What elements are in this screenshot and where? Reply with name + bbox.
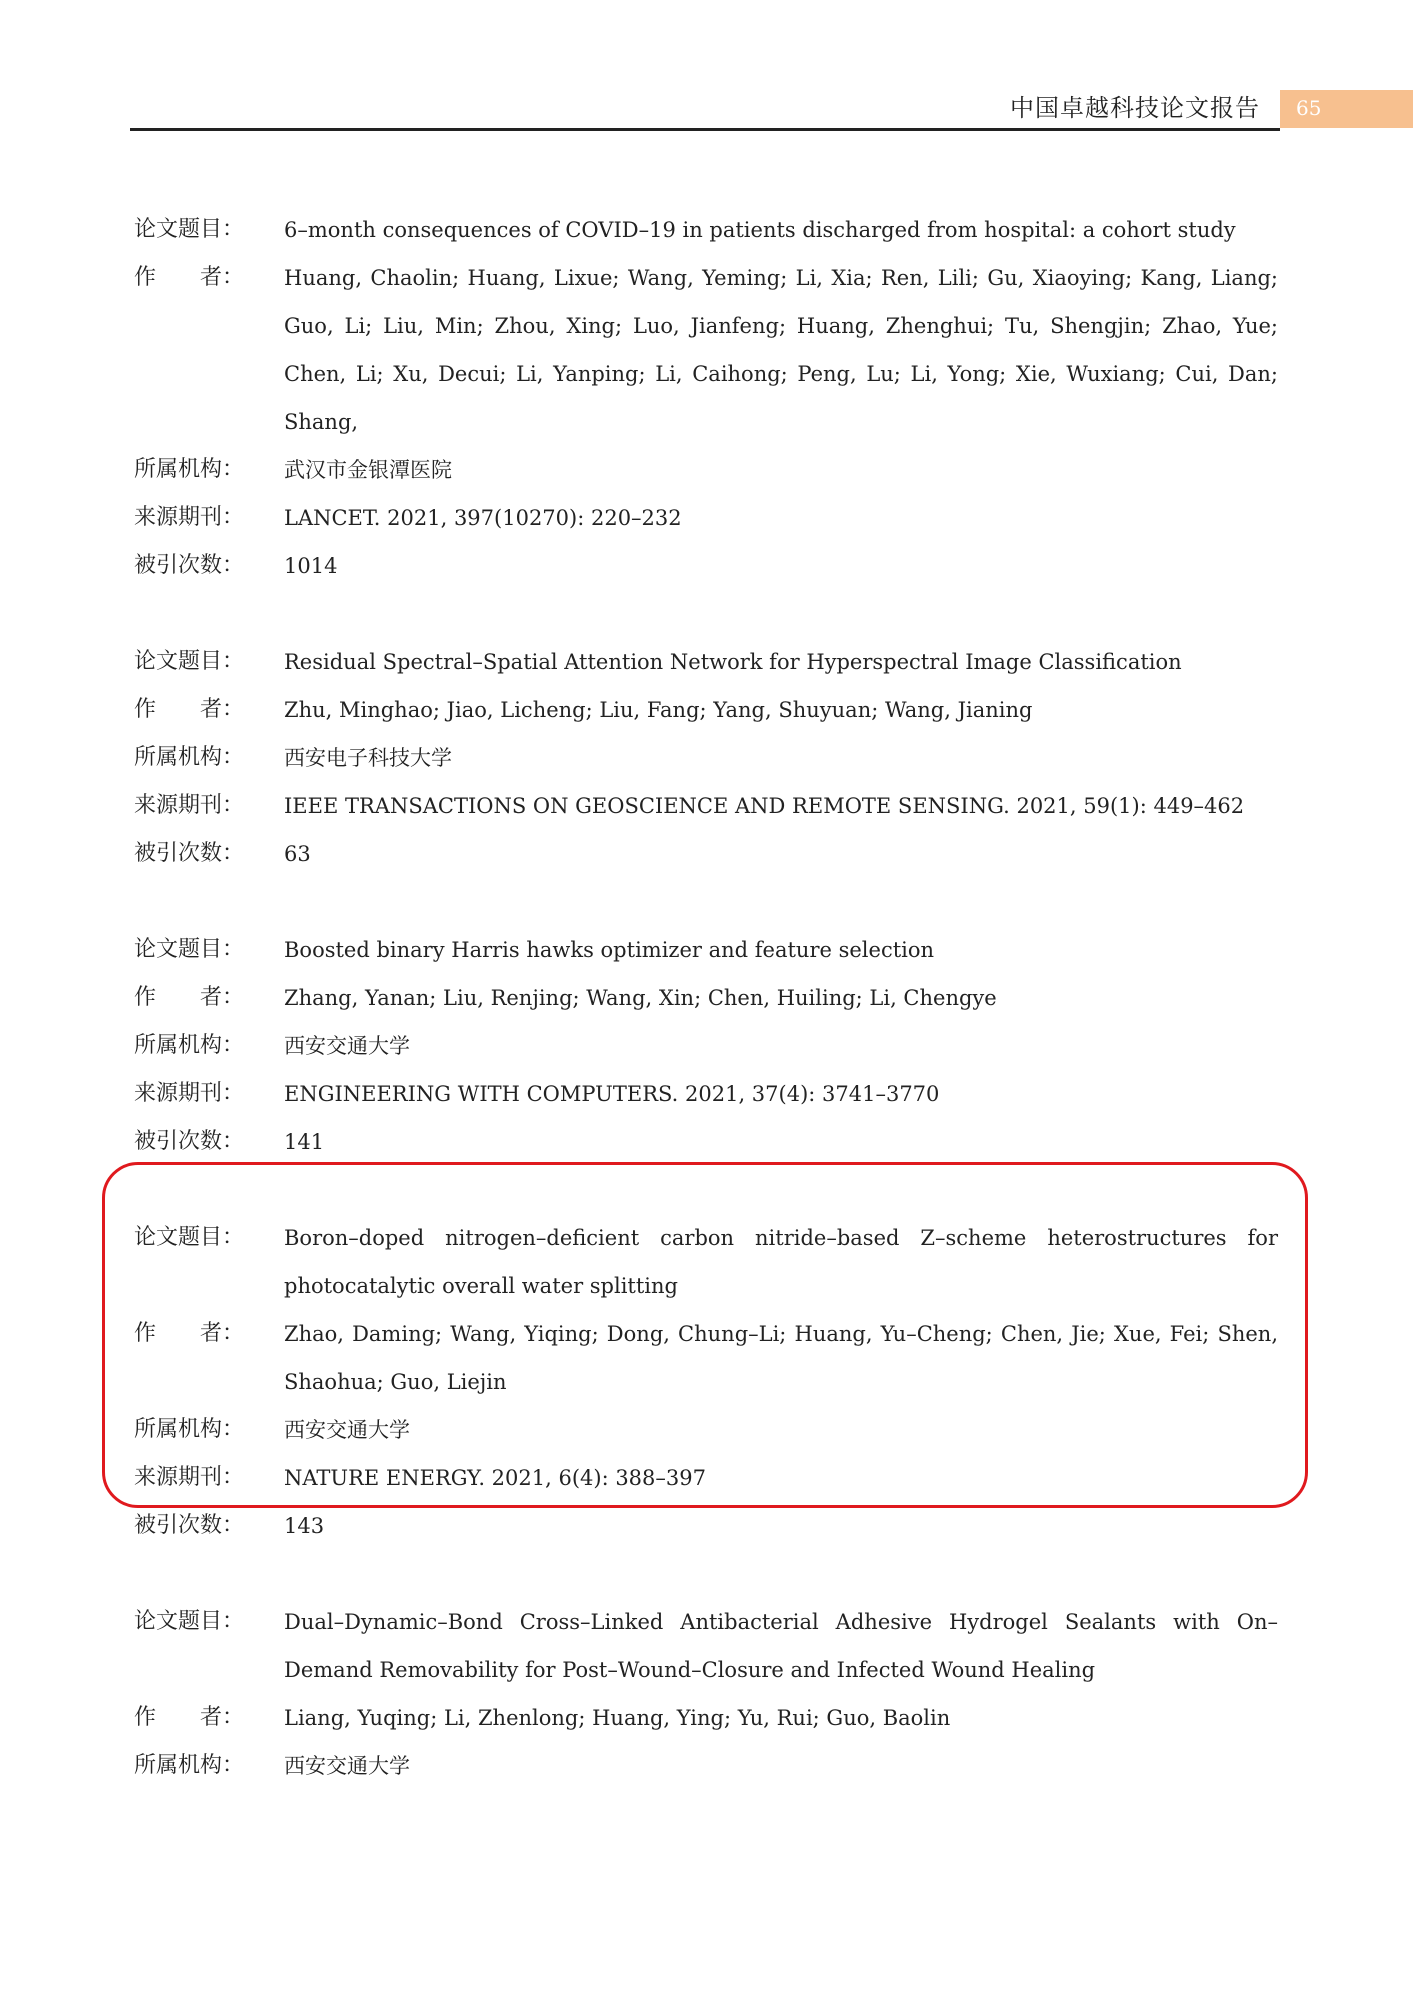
paper-record-highlighted: [134, 1214, 1278, 1550]
source-label: 来源期刊：: [134, 1465, 245, 1490]
paper-institution: 西安交通大学: [284, 1754, 410, 1778]
paper-authors: Zhao, Daming; Wang, Yiqing; Dong, Chung–Li; Huang, Yu–Cheng; Chen, Jie; Xue, Fei; Shen, Shaohua; Guo, Liejin: [284, 1322, 1278, 1394]
paper-source: IEEE TRANSACTIONS ON GEOSCIENCE AND REMOTE SENSING. 2021, 59(1): 449–462: [284, 794, 1245, 818]
institution-label: 所属机构：: [134, 745, 245, 770]
citations-label: 被引次数：: [134, 841, 245, 866]
paper-institution: 西安交通大学: [284, 1034, 410, 1058]
page-number-tab: [1280, 90, 1413, 128]
paper-authors: Liang, Yuqing; Li, Zhenlong; Huang, Ying; Yu, Rui; Guo, Baolin: [284, 1706, 951, 1730]
title-label: 论文题目：: [134, 217, 245, 242]
paper-title: Boron–doped nitrogen–deficient carbon nitride–based Z–scheme heterostructures for photocatalytic overall water splitting: [284, 1226, 1278, 1298]
paper-authors: Zhu, Minghao; Jiao, Licheng; Liu, Fang; Yang, Shuyuan; Wang, Jianing: [284, 698, 1033, 722]
paper-record: [134, 1598, 1278, 1790]
paper-institution: 武汉市金银潭医院: [284, 458, 452, 482]
citations-label: 被引次数：: [134, 553, 245, 578]
page-header: [130, 84, 1280, 131]
paper-title: Dual–Dynamic–Bond Cross–Linked Antibacterial Adhesive Hydrogel Sealants with On–Demand Removability for Post–Wound–Closure and Infected Wound Healing: [284, 1610, 1278, 1682]
citations-label: 被引次数：: [134, 1513, 245, 1538]
institution-label: 所属机构：: [134, 1033, 245, 1058]
institution-label: 所属机构：: [134, 1753, 245, 1778]
paper-title: Residual Spectral–Spatial Attention Network for Hyperspectral Image Classification: [284, 650, 1182, 674]
paper-list: [134, 206, 1278, 1838]
paper-source: NATURE ENERGY. 2021, 6(4): 388–397: [284, 1466, 706, 1490]
page-number: 65: [1296, 96, 1322, 120]
paper-citations: 63: [284, 842, 311, 866]
institution-label: 所属机构：: [134, 1417, 245, 1442]
source-label: 来源期刊：: [134, 1081, 245, 1106]
paper-record: [134, 206, 1278, 590]
citations-label: 被引次数：: [134, 1129, 245, 1154]
authors-label: 作 者：: [134, 1705, 245, 1730]
paper-record: [134, 638, 1278, 878]
authors-label: 作 者：: [134, 1321, 245, 1346]
source-label: 来源期刊：: [134, 505, 245, 530]
paper-source: ENGINEERING WITH COMPUTERS. 2021, 37(4): 3741–3770: [284, 1082, 940, 1106]
title-label: 论文题目：: [134, 937, 245, 962]
source-label: 来源期刊：: [134, 793, 245, 818]
institution-label: 所属机构：: [134, 457, 245, 482]
paper-citations: 141: [284, 1130, 325, 1154]
authors-label: 作 者：: [134, 265, 245, 290]
title-label: 论文题目：: [134, 1225, 245, 1250]
authors-label: 作 者：: [134, 697, 245, 722]
title-label: 论文题目：: [134, 1609, 245, 1634]
report-title: 中国卓越科技论文报告: [1010, 94, 1260, 122]
paper-title: 6–month consequences of COVID–19 in patients discharged from hospital: a cohort study: [284, 218, 1236, 242]
paper-record: [134, 926, 1278, 1166]
paper-citations: 143: [284, 1514, 325, 1538]
paper-institution: 西安电子科技大学: [284, 746, 452, 770]
paper-source: LANCET. 2021, 397(10270): 220–232: [284, 506, 682, 530]
paper-institution: 西安交通大学: [284, 1418, 410, 1442]
title-label: 论文题目：: [134, 649, 245, 674]
paper-citations: 1014: [284, 554, 338, 578]
paper-authors: Zhang, Yanan; Liu, Renjing; Wang, Xin; Chen, Huiling; Li, Chengye: [284, 986, 997, 1010]
paper-authors: Huang, Chaolin; Huang, Lixue; Wang, Yeming; Li, Xia; Ren, Lili; Gu, Xiaoying; Kang, Liang; Guo, Li; Liu, Min; Zhou, Xing; Luo, Jianfeng; Huang, Zhenghui; Tu, Shengjin; Zhao, Yue; Chen, Li; Xu, Decui; Li, Yanping; Li, Caihong; Peng, Lu; Li, Yong; Xie, Wuxiang; Cui, Dan; Shang,: [284, 266, 1278, 434]
paper-title: Boosted binary Harris hawks optimizer and feature selection: [284, 938, 935, 962]
authors-label: 作 者：: [134, 985, 245, 1010]
